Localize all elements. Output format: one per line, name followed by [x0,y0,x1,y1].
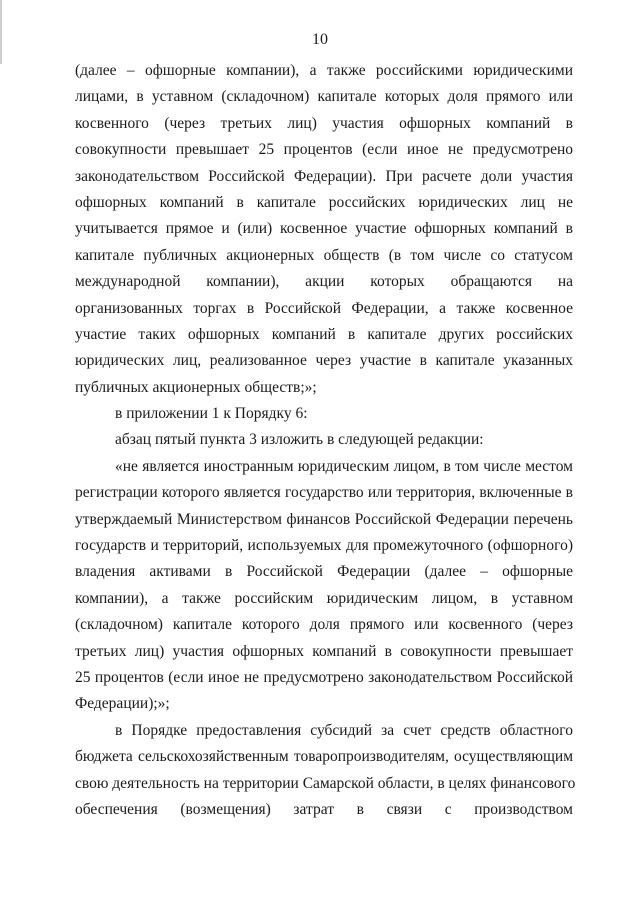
text-line: бюджета сельскохозяйственным товаропроизводителям, осуществляющим [75,748,573,766]
page-number: 10 [312,31,328,48]
text-line: государств и территорий, используемых для промежуточного (офшорного) [75,537,573,555]
text-line: (складочном) капитале которого доля прямого или косвенного (через [75,616,573,634]
paragraph [75,454,573,718]
text-line: юридических лиц, реализованное через участие в капитале указанных [75,352,573,370]
text-line: обеспечения (возмещения) затрат в связи с производством [75,800,573,818]
text-line: абзац пятый пункта 3 изложить в следующей редакции: [115,431,484,449]
text-line: 25 процентов (если иное не предусмотрено законодательством Российской [75,668,573,686]
text-line: (далее – офшорные компании), а также российскими юридическими [75,62,573,79]
text-line: «не является иностранным юридическим лицом, в том числе местом [115,457,573,475]
text-line: Федерации);»; [75,695,170,713]
paragraph [75,718,576,824]
text-line: компании), а также российским юридическим лицом, в уставном [75,589,573,607]
text-line: третьих лиц) участия офшорных компаний в совокупности превышает [75,642,573,660]
text-line: офшорных компаний в капитале российских юридических лиц не [75,193,573,211]
text-line: в приложении 1 к Порядку 6: [115,405,308,423]
document-body [75,58,576,823]
text-line: лицами, в уставном (складочном) капитале которых доля прямого или [75,88,573,106]
text-line: свою деятельность на территории Самарской области, в целях финансового [75,774,576,792]
paragraph [75,401,573,427]
text-line: участие таких офшорных компаний в капитале других российских [75,325,573,343]
text-line: утверждаемый Министерством финансов Российской Федерации перечень [75,510,573,528]
text-line: владения активами в Российской Федерации (далее – офшорные [75,563,573,581]
text-line: законодательством Российской Федерации). При расчете доли участия [75,167,573,185]
text-line: публичных акционерных обществ;»; [75,378,317,396]
text-line: международной компании), акции которых обращаются на [75,273,573,291]
text-line: косвенного (через третьих лиц) участия офшорных компаний в [75,114,573,132]
paragraph [75,427,573,453]
paragraph [75,58,573,401]
text-line: капитале публичных акционерных обществ (в том числе со статусом [75,246,573,264]
text-line: организованных торгах в Российской Федерации, а также косвенное [75,299,573,317]
text-line: в Порядке предоставления субсидий за счет средств областного [115,721,573,739]
text-line: учитывается прямое и (или) косвенное участие офшорных компаний в [75,220,573,238]
text-line: регистрации которого является государство или территория, включенные в [75,484,573,502]
text-line: совокупности превышает 25 процентов (если иное не предусмотрено [75,141,573,159]
